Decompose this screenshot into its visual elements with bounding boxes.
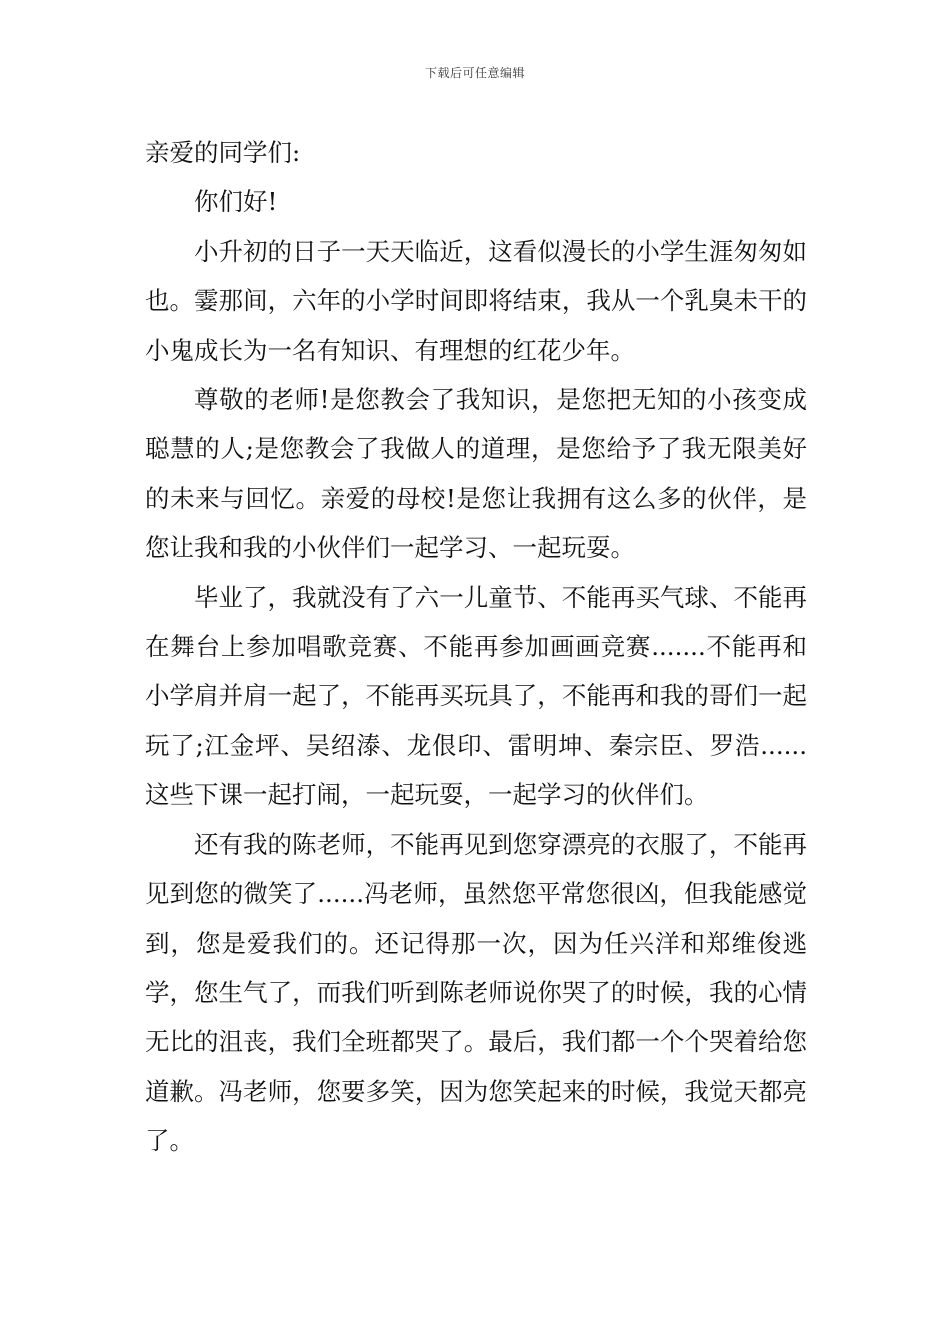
salutation: 亲爱的同学们: <box>145 138 301 167</box>
paragraph: 小升初的日子一天天临近，这看似漫长的小学生涯匆匆如也。霎那间，六年的小学时间即将结束，我从一个乳臭未干的小鬼成长为一名有知识、有理想的红花少年。 <box>145 236 807 365</box>
page-header: 下载后可任意编辑 <box>424 66 525 80</box>
letter-body <box>145 128 807 1166</box>
paragraph: 还有我的陈老师，不能再见到您穿漂亮的衣服了，不能再见到您的微笑了......冯老师，虽然您平常您很凶，但我能感觉到，您是爱我们的。还记得那一次，因为任兴洋和郑维俊逃学，您生气了，而我们听到陈老师说你哭了的时候，我的心情无比的沮丧，我们全班都哭了。最后，我们都一个个哭着给您道歉。冯老师，您要多笑，因为您笑起来的时候，我觉天都亮了。 <box>145 829 807 1156</box>
paragraph: 毕业了，我就没有了六一儿童节、不能再买气球、不能再在舞台上参加唱歌竞赛、不能再参加画画竞赛.......不能再和小学肩并肩一起了，不能再买玩具了，不能再和我的哥们一起玩了;江金坪、吴绍溙、龙佷印、雷明坤、秦宗臣、罗浩......这些下课一起打闹，一起玩耍，一起学习的伙伴们。 <box>145 582 807 810</box>
paragraph: 尊敬的老师!是您教会了我知识，是您把无知的小孩变成聪慧的人;是您教会了我做人的道理，是您给予了我无限美好的未来与回忆。亲爱的母校!是您让我拥有这么多的伙伴，是您让我和我的小伙伴们一起学习、一起玩耍。 <box>145 385 807 563</box>
greeting: 你们好! <box>194 187 278 217</box>
